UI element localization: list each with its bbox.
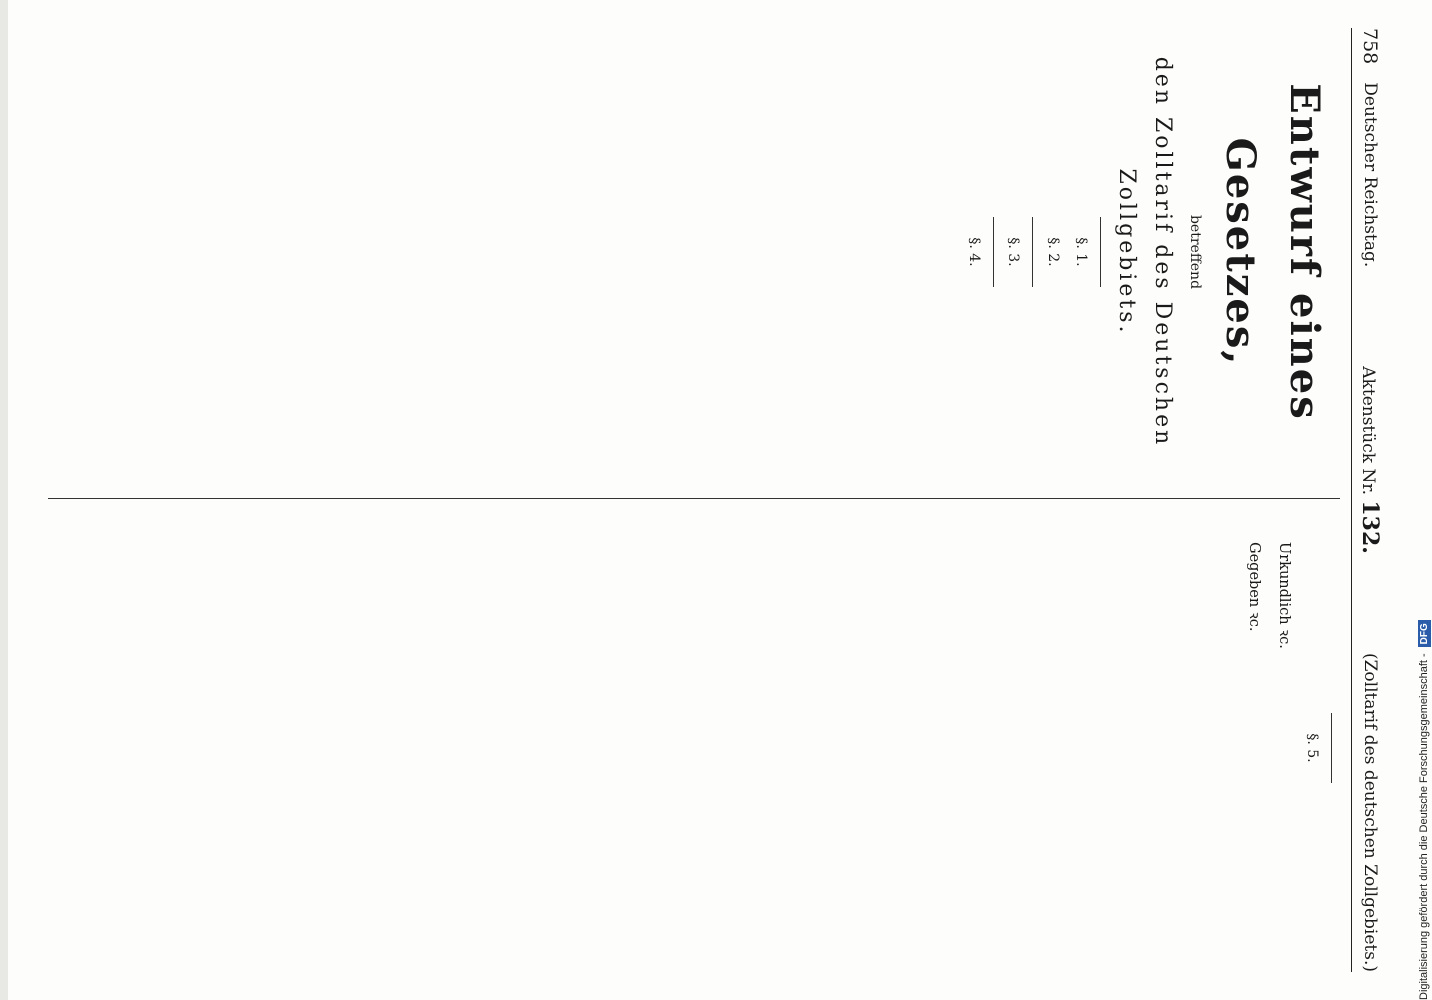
credit-text: Digitalisierung gefördert durch die Deutsche Forschungsgemeinschaft - [1418,653,1430,1000]
document-subtitle: den Zolltarif des Deutschen Zollgebiets. [1114,56,1175,448]
closing-formula: Gegeben ꝛc. [1246,542,1263,632]
document-label: Aktenstück Nr. [1358,366,1378,495]
page-body [48,28,1388,972]
section-divider [993,217,994,287]
digitization-credit [1418,620,1430,1000]
running-header [1351,28,1388,972]
title-divider [1100,217,1101,287]
dfg-logo: DFG [1418,620,1431,647]
section-divider [1331,713,1332,783]
right-column [48,524,1340,972]
section-heading: §. 3. [1005,237,1022,267]
document-reference [1357,285,1383,635]
section-heading: §. 5. [1304,733,1320,763]
scan-edge-shadow [0,0,8,1000]
section-heading: §. 4. [966,237,983,267]
section-heading: §. 2. [1044,237,1061,267]
left-column [48,28,1340,476]
header-topic: (Zolltarif des deutschen Zollgebiets.) [1360,652,1380,972]
document-title: Entwurf eines Gesetzes, [1217,83,1328,421]
title-connector: betreffend [1187,214,1203,290]
column-divider [48,498,1340,499]
document-number: 132. [1357,500,1383,554]
closing-formula: Urkundlich ꝛc. [1275,542,1292,649]
section-divider [1032,217,1033,287]
rotated-document-page [30,0,1410,1000]
section-heading: §. 1. [1073,237,1090,267]
page-number: 758 [1359,28,1381,65]
publication-name: Deutscher Reichstag. [1360,82,1380,268]
